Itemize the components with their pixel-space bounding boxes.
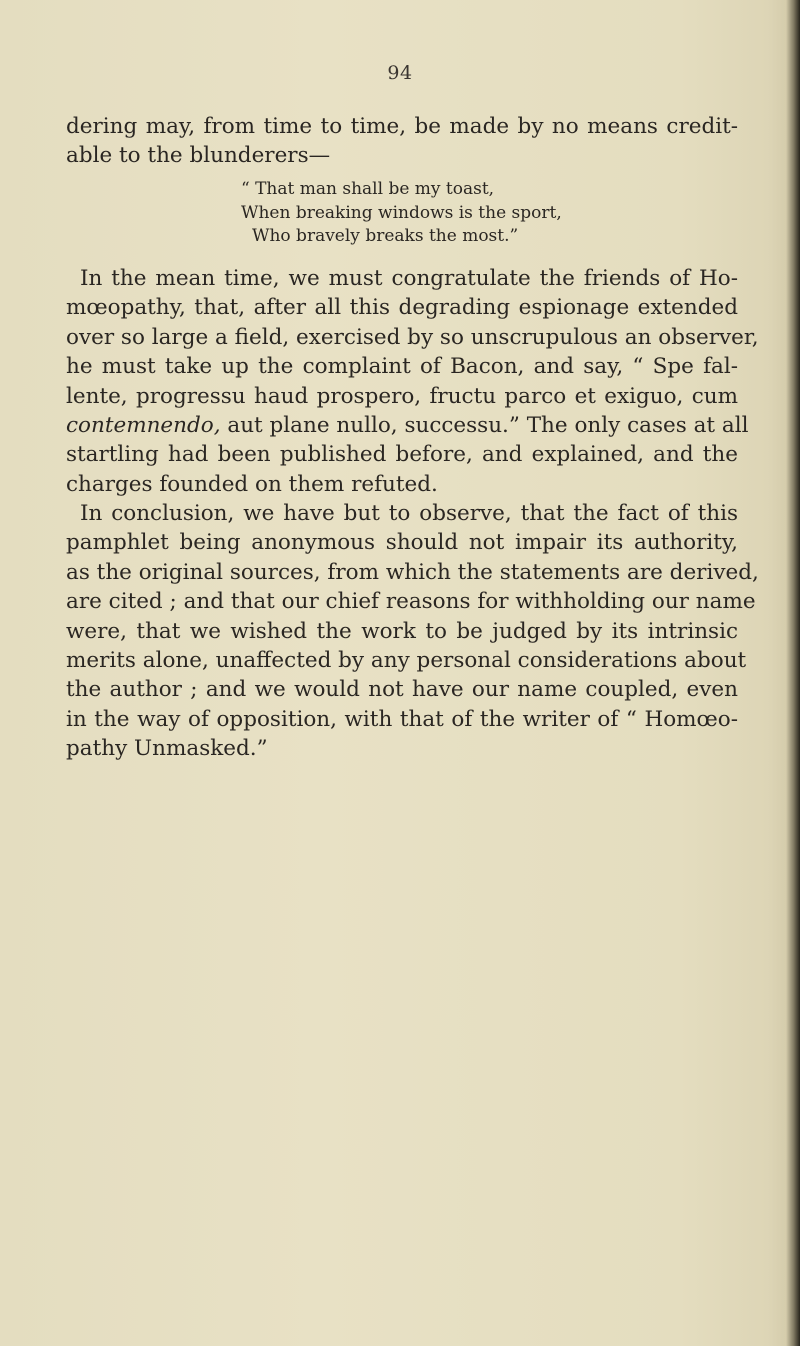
paragraph-conclusion — [66, 499, 759, 764]
text-line: In conclusion, we have but to observe, that the fact of this — [80, 501, 738, 526]
text-line: In the mean time, we must congratulate the friends of Ho- — [80, 266, 738, 291]
text-line: charges founded on them refuted. — [66, 471, 438, 497]
text-line: the author ; and we would not have our name coupled, even — [66, 677, 738, 703]
text-line: lente, progressu haud prospero, fructu parco et exiguo, cum — [66, 383, 738, 409]
text-line: mœopathy, that, after all this degrading espionage extended — [66, 295, 738, 321]
text-line: as the original sources, from which the statements are derived, — [66, 559, 759, 585]
text-line: merits alone, unaffected by any personal considerations about — [66, 648, 747, 674]
verse-line: Who bravely breaks the most.” — [252, 226, 519, 246]
page-number: 94 — [387, 62, 413, 84]
text-line: startling had been published before, and explained, and the — [66, 442, 738, 468]
page-edge-shadow — [786, 0, 800, 1346]
paragraph-congratulate — [66, 264, 759, 499]
verse-line: “ That man shall be my toast, — [241, 179, 495, 199]
text-line: in the way of opposition, with that of the writer of “ Homœo- — [66, 706, 738, 732]
text-line: he must take up the complaint of Bacon, and say, “ Spe fal- — [66, 354, 738, 380]
text-line: were, that we wished the work to be judged by its intrinsic — [66, 618, 738, 644]
text-line: dering may, from time to time, be made by no means credit- — [66, 114, 738, 139]
text-line: over so large a field, exercised by so unscrupulous an observer, — [66, 324, 759, 350]
text-line: are cited ; and that our chief reasons for withholding our name — [66, 589, 756, 615]
text-line — [66, 411, 749, 440]
text-line: pamphlet being anonymous should not impair its authority, — [66, 530, 738, 556]
verse-line: When breaking windows is the sport, — [241, 202, 562, 223]
text-span: aut plane nullo, successu.” The only cases at all — [220, 413, 749, 439]
italic-term: contemnendo, — [66, 413, 221, 439]
text-line: able to the blunderers— — [66, 143, 331, 169]
text-line: pathy Unmasked.” — [66, 736, 268, 762]
verse-quotation — [0, 178, 800, 249]
intro-paragraph — [66, 112, 738, 171]
